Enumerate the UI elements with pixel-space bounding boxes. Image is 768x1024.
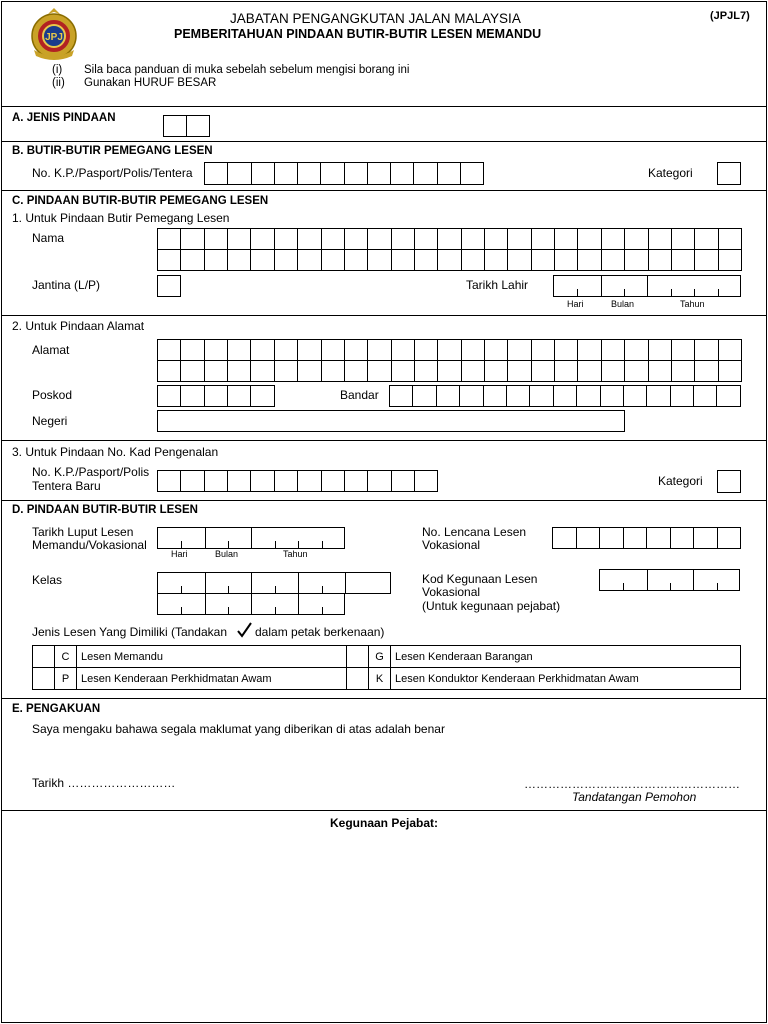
bandar-label: Bandar xyxy=(340,388,379,402)
input-cell[interactable] xyxy=(671,527,695,549)
input-cell[interactable] xyxy=(462,339,485,361)
input-cell[interactable] xyxy=(321,162,344,185)
divider xyxy=(1,315,767,316)
input-cell[interactable] xyxy=(532,360,555,382)
input-cell[interactable] xyxy=(158,339,181,361)
input-cell[interactable] xyxy=(672,228,695,250)
form-title: PEMBERITAHUAN PINDAAN BUTIR-BUTIR LESEN MEMANDU xyxy=(174,27,542,41)
input-cell[interactable] xyxy=(647,527,671,549)
input-cell[interactable] xyxy=(719,339,742,361)
jantina-label: Jantina (L/P) xyxy=(32,278,101,292)
input-cell[interactable] xyxy=(530,385,553,407)
input-cell[interactable] xyxy=(719,228,742,250)
input-cell[interactable] xyxy=(415,228,438,250)
input-cell[interactable] xyxy=(251,470,274,492)
input-cell[interactable] xyxy=(485,249,508,271)
id-label: No. K.P./Pasport/Polis/Tentera xyxy=(32,166,193,180)
input-cell[interactable] xyxy=(181,385,204,407)
input-cell[interactable] xyxy=(413,385,436,407)
new-id-label-2: Tentera Baru xyxy=(32,479,101,493)
input-cell[interactable] xyxy=(205,162,228,185)
input-cell[interactable] xyxy=(624,385,647,407)
input-cell[interactable] xyxy=(508,360,531,382)
input-cell[interactable] xyxy=(181,249,204,271)
jpj-logo xyxy=(24,6,84,62)
input-cell[interactable] xyxy=(507,385,530,407)
input-cell[interactable] xyxy=(228,470,251,492)
input-cell[interactable] xyxy=(578,339,601,361)
input-cell[interactable] xyxy=(555,339,578,361)
date-hari: Hari xyxy=(567,299,584,309)
tarikh-lahir-label: Tarikh Lahir xyxy=(466,278,529,292)
subsection-1-title: 1. Untuk Pindaan Butir Pemegang Lesen xyxy=(12,211,230,225)
input-cell[interactable] xyxy=(555,249,578,271)
declaration-text: Saya mengaku bahawa segala maklumat yang diberikan di atas adalah benar xyxy=(32,722,445,736)
poskod-label: Poskod xyxy=(32,388,73,402)
jenis-lesen-prefix: Jenis Lesen Yang Dimiliki (Tandakan xyxy=(32,625,227,639)
input-cell[interactable] xyxy=(532,228,555,250)
input-cell[interactable] xyxy=(228,249,251,271)
input-cell[interactable] xyxy=(695,249,718,271)
kod-kegunaan-box[interactable] xyxy=(599,569,740,591)
input-cell[interactable] xyxy=(205,339,228,361)
input-cell[interactable] xyxy=(368,339,391,361)
input-cell[interactable] xyxy=(368,360,391,382)
jenis-lesen-suffix: dalam petak berkenaan) xyxy=(255,625,385,639)
bandar-boxes[interactable] xyxy=(389,385,741,407)
input-cell[interactable] xyxy=(392,360,415,382)
lencana-boxes[interactable] xyxy=(552,527,741,549)
jantina-box[interactable] xyxy=(157,275,181,297)
input-cell[interactable] xyxy=(532,249,555,271)
tarikh-luput-label-1: Tarikh Luput Lesen xyxy=(32,525,134,539)
license-code: K xyxy=(369,668,391,690)
poskod-boxes[interactable] xyxy=(157,385,275,407)
input-cell[interactable] xyxy=(415,470,438,492)
checkbox-c[interactable] xyxy=(33,646,55,668)
input-cell[interactable] xyxy=(625,249,648,271)
input-cell[interactable] xyxy=(415,339,438,361)
input-cell[interactable] xyxy=(437,385,460,407)
input-cell[interactable] xyxy=(414,162,437,185)
note-1-text: Sila baca panduan di muka sebelah sebelum mengisi borang ini xyxy=(84,64,410,76)
input-cell[interactable] xyxy=(624,527,648,549)
section-e-title: E. PENGAKUAN xyxy=(12,703,101,715)
tarikh-lahir-box[interactable] xyxy=(553,275,741,297)
input-cell[interactable] xyxy=(672,339,695,361)
input-cell[interactable] xyxy=(275,470,298,492)
input-cell[interactable] xyxy=(555,228,578,250)
note-1-num: (i) xyxy=(52,64,63,76)
input-cell[interactable] xyxy=(602,249,625,271)
input-cell[interactable] xyxy=(672,360,695,382)
input-cell[interactable] xyxy=(508,339,531,361)
input-cell[interactable] xyxy=(555,360,578,382)
input-cell[interactable] xyxy=(391,162,414,185)
input-cell[interactable] xyxy=(392,228,415,250)
luput-tahun: Tahun xyxy=(283,549,308,559)
input-cell[interactable] xyxy=(485,339,508,361)
luput-bulan: Bulan xyxy=(215,549,239,559)
input-cell[interactable] xyxy=(625,228,648,250)
input-cell[interactable] xyxy=(164,115,187,137)
input-cell[interactable] xyxy=(322,339,345,361)
input-cell[interactable] xyxy=(717,385,740,407)
input-cell[interactable] xyxy=(251,249,274,271)
input-cell[interactable] xyxy=(251,360,274,382)
alamat-row-1[interactable] xyxy=(157,339,742,361)
license-code: P xyxy=(55,668,77,690)
kategori-box[interactable] xyxy=(717,162,741,185)
input-cell[interactable] xyxy=(368,249,391,271)
input-cell[interactable] xyxy=(298,228,321,250)
checkbox-g[interactable] xyxy=(347,646,369,668)
input-cell[interactable] xyxy=(158,228,181,250)
input-cell[interactable] xyxy=(322,249,345,271)
date-tahun: Tahun xyxy=(680,299,705,309)
input-cell[interactable] xyxy=(187,115,210,137)
kod-label-2: Vokasional xyxy=(422,585,481,599)
input-cell[interactable] xyxy=(368,162,391,185)
input-cell[interactable] xyxy=(415,360,438,382)
svg-text:JPJ: JPJ xyxy=(45,32,63,43)
divider xyxy=(1,440,767,441)
input-cell[interactable] xyxy=(275,360,298,382)
kelas-row-1[interactable] xyxy=(157,572,391,594)
nama-row-2[interactable] xyxy=(157,249,742,271)
new-id-boxes[interactable] xyxy=(157,470,438,492)
input-cell[interactable] xyxy=(345,470,368,492)
alamat-label: Alamat xyxy=(32,343,70,357)
agency-name: JABATAN PENGANGKUTAN JALAN MALAYSIA xyxy=(230,11,521,26)
section-a-title: A. JENIS PINDAAN xyxy=(12,112,116,124)
input-cell[interactable] xyxy=(508,228,531,250)
input-cell[interactable] xyxy=(649,339,672,361)
lencana-label-1: No. Lencana Lesen xyxy=(422,525,527,539)
input-cell[interactable] xyxy=(694,385,717,407)
tarikh-luput-box[interactable] xyxy=(157,527,345,549)
date-bulan: Bulan xyxy=(611,299,635,309)
input-cell[interactable] xyxy=(461,162,484,185)
input-cell[interactable] xyxy=(671,385,694,407)
license-code: C xyxy=(55,646,77,668)
input-cell[interactable] xyxy=(251,385,274,407)
kod-label-3: (Untuk kegunaan pejabat) xyxy=(422,599,561,613)
input-cell[interactable] xyxy=(368,228,391,250)
input-cell[interactable] xyxy=(158,249,181,271)
new-id-label-1: No. K.P./Pasport/Polis xyxy=(32,465,150,479)
input-cell[interactable] xyxy=(694,527,718,549)
checkmark-icon xyxy=(236,622,252,640)
input-cell[interactable] xyxy=(158,385,181,407)
input-cell[interactable] xyxy=(275,228,298,250)
input-cell[interactable] xyxy=(438,249,461,271)
input-cell[interactable] xyxy=(484,385,507,407)
negeri-field[interactable] xyxy=(157,410,625,432)
tarikh-field[interactable]: Tarikh ……………………… xyxy=(32,776,176,790)
input-cell[interactable] xyxy=(205,249,228,271)
input-cell[interactable] xyxy=(205,360,228,382)
input-cell[interactable] xyxy=(158,470,181,492)
input-cell[interactable] xyxy=(322,228,345,250)
input-cell[interactable] xyxy=(695,360,718,382)
input-cell[interactable] xyxy=(508,249,531,271)
input-cell[interactable] xyxy=(602,360,625,382)
input-cell[interactable] xyxy=(462,249,485,271)
input-cell[interactable] xyxy=(553,527,577,549)
input-cell[interactable] xyxy=(298,162,321,185)
input-cell[interactable] xyxy=(625,339,648,361)
input-cell[interactable] xyxy=(275,249,298,271)
divider xyxy=(1,141,767,142)
input-cell[interactable] xyxy=(601,385,624,407)
input-cell[interactable] xyxy=(205,228,228,250)
input-cell[interactable] xyxy=(392,339,415,361)
input-cell[interactable] xyxy=(554,385,577,407)
input-cell[interactable] xyxy=(392,470,415,492)
input-cell[interactable] xyxy=(602,228,625,250)
input-cell[interactable] xyxy=(577,385,600,407)
divider xyxy=(1,106,767,107)
input-cell[interactable] xyxy=(578,228,601,250)
input-cell[interactable] xyxy=(462,228,485,250)
checkbox-k[interactable] xyxy=(347,668,369,690)
negeri-label: Negeri xyxy=(32,414,68,428)
table-row xyxy=(33,668,741,690)
input-cell[interactable] xyxy=(251,339,274,361)
input-cell[interactable] xyxy=(158,360,181,382)
office-use-title: Kegunaan Pejabat: xyxy=(330,816,439,830)
license-label: Lesen Memandu xyxy=(77,646,347,668)
input-cell[interactable] xyxy=(252,162,275,185)
input-cell[interactable] xyxy=(181,228,204,250)
form-code: (JPJL7) xyxy=(710,10,750,22)
input-cell[interactable] xyxy=(438,360,461,382)
input-cell[interactable] xyxy=(460,385,483,407)
input-cell[interactable] xyxy=(345,249,368,271)
section-b-title: B. BUTIR-BUTIR PEMEGANG LESEN xyxy=(12,145,213,157)
kategori-label: Kategori xyxy=(648,166,693,180)
input-cell[interactable] xyxy=(600,527,624,549)
signature-label: Tandatangan Pemohon xyxy=(572,790,697,804)
input-cell[interactable] xyxy=(275,162,298,185)
kategori-baru-label: Kategori xyxy=(658,474,703,488)
input-cell[interactable] xyxy=(438,228,461,250)
input-cell[interactable] xyxy=(602,339,625,361)
input-cell[interactable] xyxy=(578,249,601,271)
jenis-pindaan-boxes[interactable] xyxy=(163,115,210,137)
kod-label-1: Kod Kegunaan Lesen xyxy=(422,572,538,586)
input-cell[interactable] xyxy=(718,527,742,549)
license-label: Lesen Kenderaan Perkhidmatan Awam xyxy=(77,668,347,690)
input-cell[interactable] xyxy=(228,339,251,361)
input-cell[interactable] xyxy=(392,249,415,271)
table-row xyxy=(33,646,741,668)
license-type-table xyxy=(32,645,741,690)
input-cell[interactable] xyxy=(322,470,345,492)
input-cell[interactable] xyxy=(181,470,204,492)
input-cell[interactable] xyxy=(532,339,555,361)
input-cell[interactable] xyxy=(298,339,321,361)
note-2-num: (ii) xyxy=(52,77,65,89)
luput-hari: Hari xyxy=(171,549,188,559)
input-cell[interactable] xyxy=(438,339,461,361)
input-cell[interactable] xyxy=(485,360,508,382)
checkbox-p[interactable] xyxy=(33,668,55,690)
input-cell[interactable] xyxy=(649,360,672,382)
divider xyxy=(1,500,767,501)
kategori-baru-box[interactable] xyxy=(717,470,741,493)
input-cell[interactable] xyxy=(485,228,508,250)
input-cell[interactable] xyxy=(368,470,391,492)
tarikh-luput-label-2: Memandu/Vokasional xyxy=(32,538,147,552)
note-2-text: Gunakan HURUF BESAR xyxy=(84,77,217,89)
input-cell[interactable] xyxy=(647,385,670,407)
license-label: Lesen Konduktor Kenderaan Perkhidmatan Awam xyxy=(391,668,741,690)
input-cell[interactable] xyxy=(298,470,321,492)
input-cell[interactable] xyxy=(322,360,345,382)
input-cell[interactable] xyxy=(251,228,274,250)
input-cell[interactable] xyxy=(390,385,413,407)
input-cell[interactable] xyxy=(345,339,368,361)
input-cell[interactable] xyxy=(205,470,228,492)
input-cell[interactable] xyxy=(672,249,695,271)
input-cell[interactable] xyxy=(625,360,648,382)
input-cell[interactable] xyxy=(695,228,718,250)
input-cell[interactable] xyxy=(438,162,461,185)
input-cell[interactable] xyxy=(695,339,718,361)
nama-row-1[interactable] xyxy=(157,228,742,250)
subsection-2-title: 2. Untuk Pindaan Alamat xyxy=(12,319,145,333)
input-cell[interactable] xyxy=(577,527,601,549)
nama-label: Nama xyxy=(32,231,65,245)
alamat-row-2[interactable] xyxy=(157,360,742,382)
input-cell[interactable] xyxy=(298,249,321,271)
input-cell[interactable] xyxy=(719,249,742,271)
license-label: Lesen Kenderaan Barangan xyxy=(391,646,741,668)
input-cell[interactable] xyxy=(228,385,251,407)
id-number-boxes[interactable] xyxy=(204,162,484,185)
input-cell[interactable] xyxy=(649,249,672,271)
signature-line[interactable]: ……………………………………………… xyxy=(524,777,740,791)
divider xyxy=(1,190,767,191)
input-cell[interactable] xyxy=(719,360,742,382)
license-code: G xyxy=(369,646,391,668)
input-cell[interactable] xyxy=(345,360,368,382)
input-cell[interactable] xyxy=(275,339,298,361)
section-c-title: C. PINDAAN BUTIR-BUTIR PEMEGANG LESEN xyxy=(12,195,269,207)
divider xyxy=(1,698,767,699)
input-cell[interactable] xyxy=(578,360,601,382)
lencana-label-2: Vokasional xyxy=(422,538,481,552)
subsection-3-title: 3. Untuk Pindaan No. Kad Pengenalan xyxy=(12,445,219,459)
input-cell[interactable] xyxy=(345,162,368,185)
kelas-row-2[interactable] xyxy=(157,593,345,615)
input-cell[interactable] xyxy=(228,360,251,382)
input-cell[interactable] xyxy=(298,360,321,382)
input-cell[interactable] xyxy=(181,339,204,361)
input-cell[interactable] xyxy=(462,360,485,382)
input-cell[interactable] xyxy=(415,249,438,271)
divider xyxy=(1,810,767,811)
input-cell[interactable] xyxy=(345,228,368,250)
input-cell[interactable] xyxy=(205,385,228,407)
input-cell[interactable] xyxy=(181,360,204,382)
input-cell[interactable] xyxy=(228,162,251,185)
kelas-label: Kelas xyxy=(32,573,63,587)
input-cell[interactable] xyxy=(228,228,251,250)
section-d-title: D. PINDAAN BUTIR-BUTIR LESEN xyxy=(12,504,198,516)
input-cell[interactable] xyxy=(649,228,672,250)
